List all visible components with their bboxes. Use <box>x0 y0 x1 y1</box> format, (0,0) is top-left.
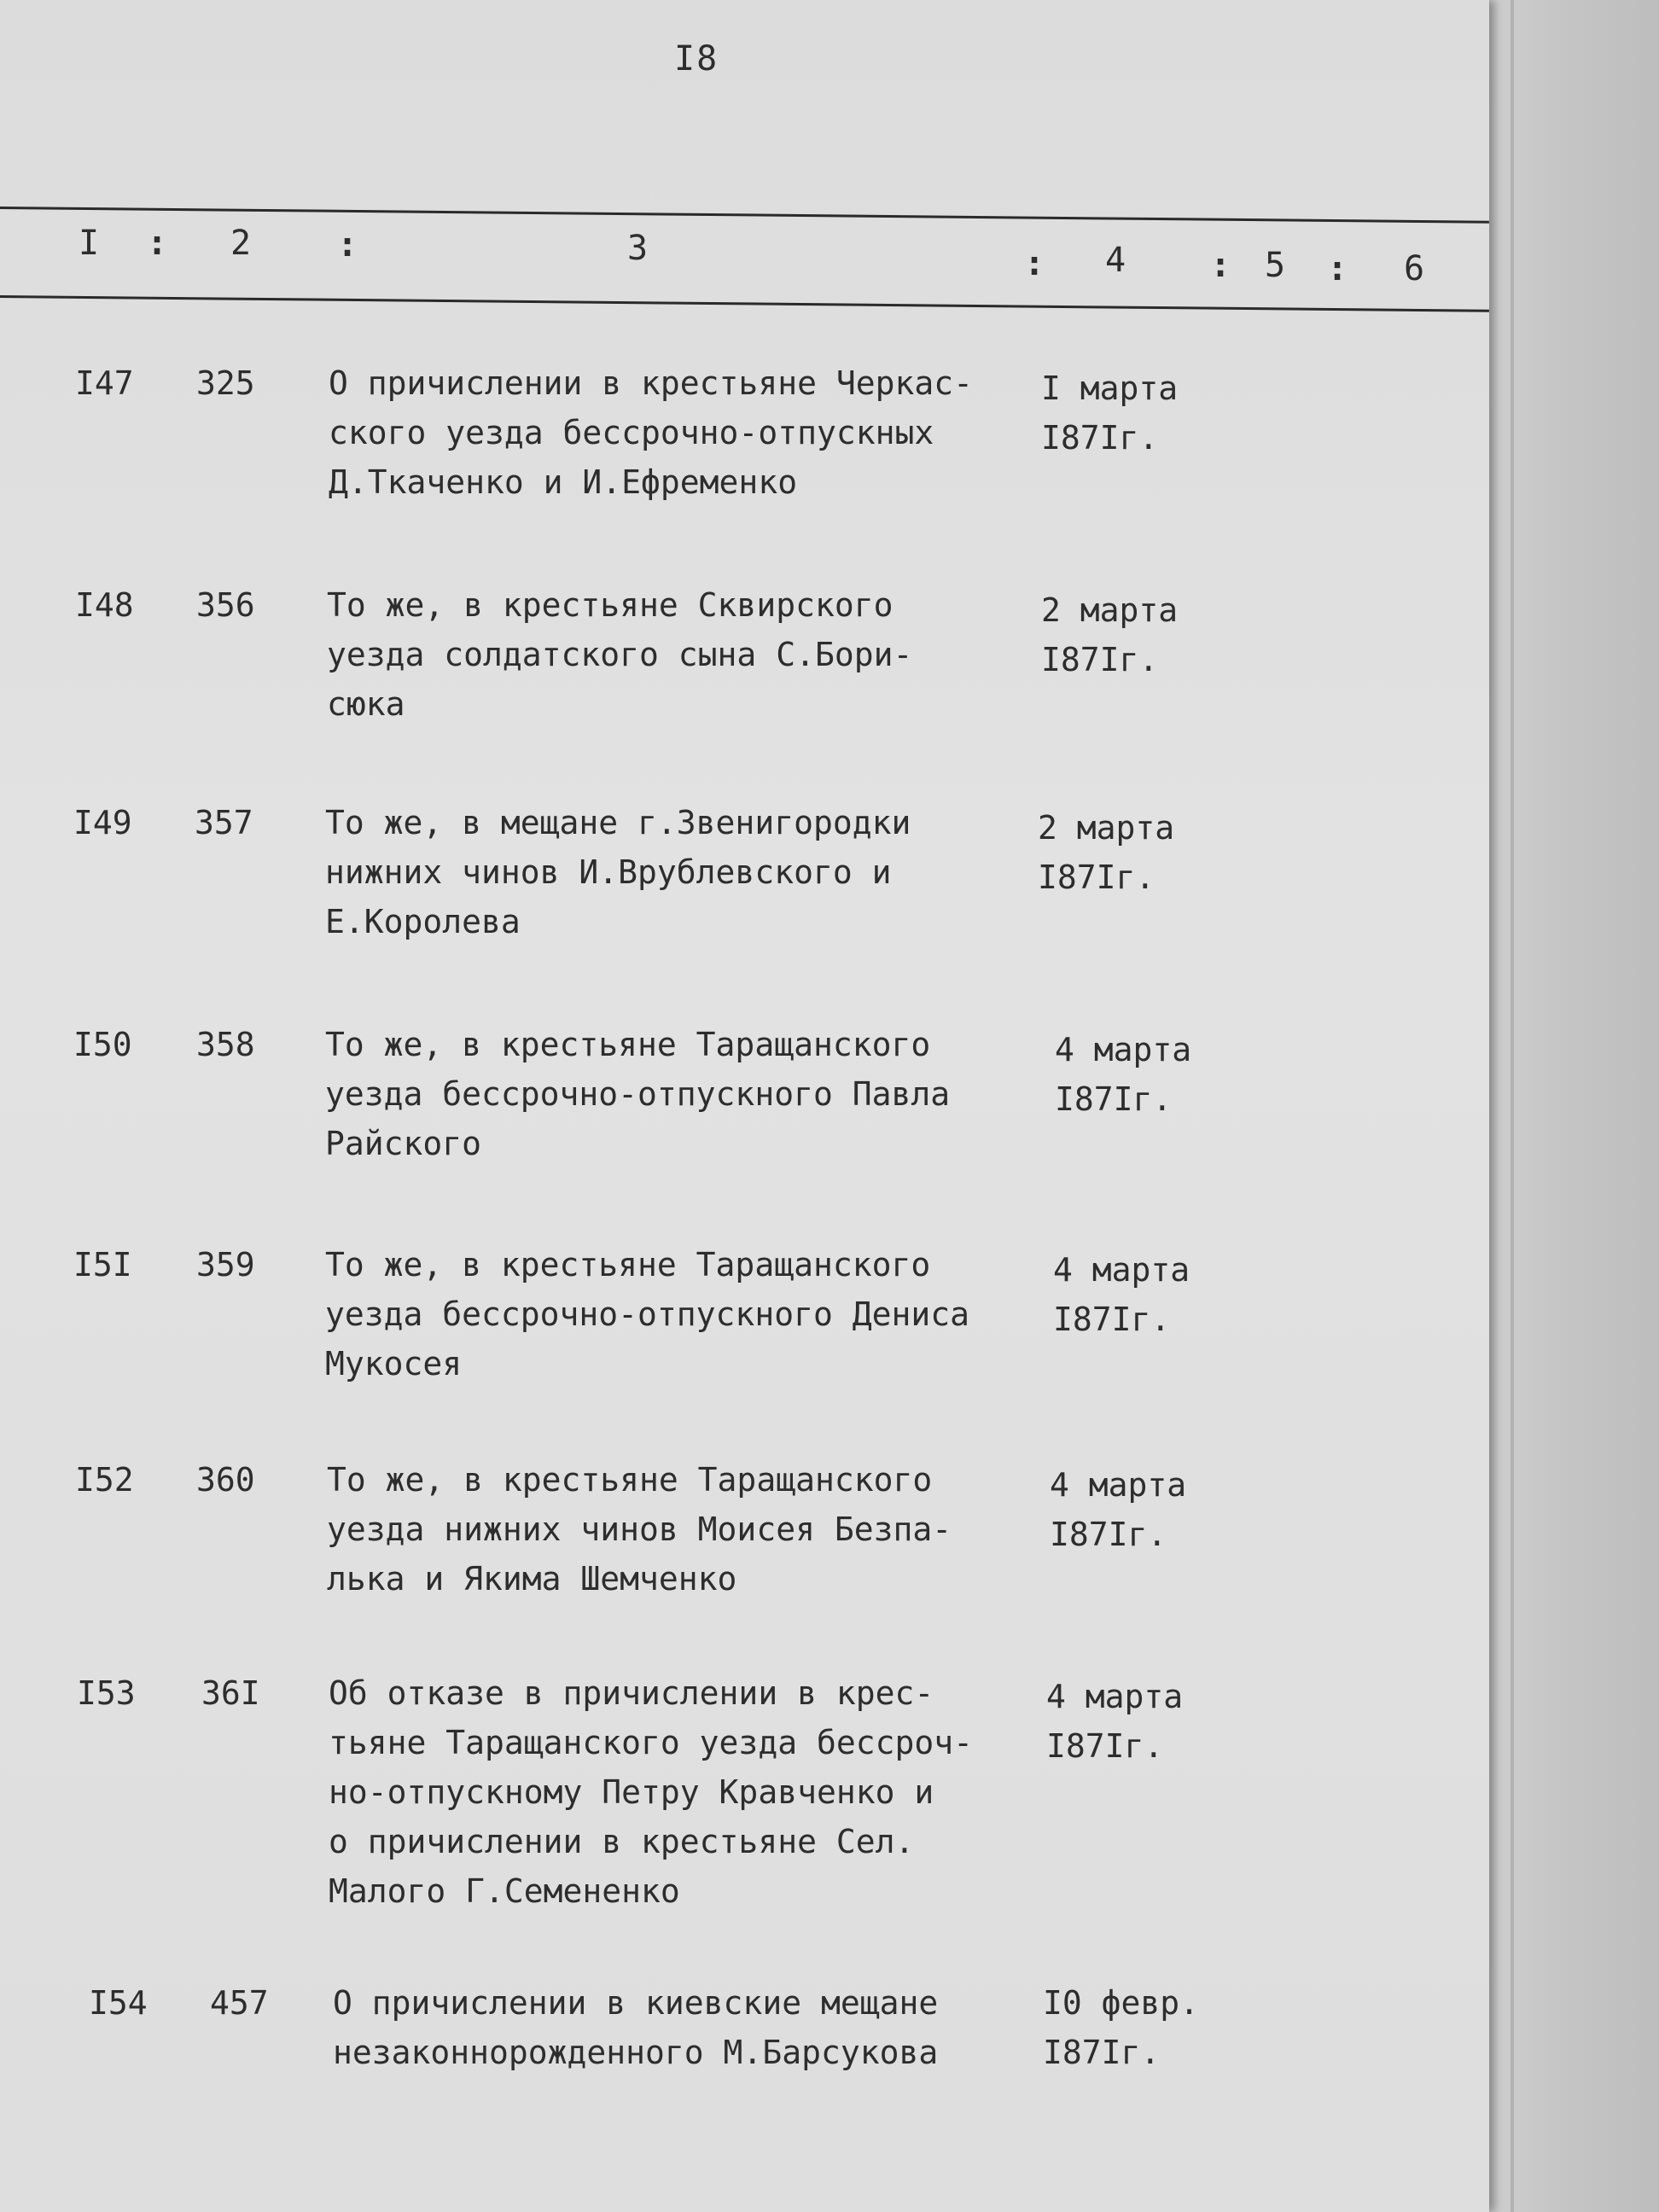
description-line: То же, в крестьяне Таращанского <box>325 1246 931 1284</box>
entry-date <box>1038 803 1174 902</box>
document-number: 360 <box>196 1461 255 1499</box>
date-line: 4 марта <box>1053 1251 1190 1289</box>
date-line: 4 марта <box>1055 1031 1192 1068</box>
description-line: То же, в крестьяне Таращанского <box>327 1461 933 1499</box>
column-separator: : <box>1210 246 1231 285</box>
description-line: Малого Г.Семененко <box>329 1872 680 1910</box>
column-separator: : <box>1327 249 1348 288</box>
entry-date <box>1050 1460 1186 1559</box>
table-header-bottom-rule <box>0 295 1489 312</box>
description-line: но-отпускному Петру Кравченко и <box>329 1773 934 1811</box>
description-line: нижних чинов И.Врублевского и <box>325 853 892 891</box>
document-number: 36I <box>201 1674 260 1712</box>
column-separator: : <box>147 224 168 263</box>
document-number: 357 <box>195 804 253 841</box>
description-line: сюка <box>327 685 405 723</box>
document-number: 356 <box>196 586 255 624</box>
entry-description <box>333 1978 1041 2077</box>
column-header-1: I <box>79 224 100 263</box>
description-line: тьяне Таращанского уезда бессроч- <box>329 1724 973 1761</box>
date-line: 2 марта <box>1041 591 1179 629</box>
description-line: Д.Ткаченко и И.Ефременко <box>329 463 798 501</box>
description-line: Е.Королева <box>325 903 521 940</box>
entry-description <box>327 580 1035 729</box>
entry-number: I52 <box>75 1461 134 1499</box>
entry-number: I54 <box>89 1984 148 2022</box>
description-line: ского уезда бессрочно-отпускных <box>329 414 934 451</box>
table-header-top-rule <box>0 207 1489 224</box>
description-line: Райского <box>325 1125 482 1162</box>
column-header-6: 6 <box>1404 249 1425 288</box>
column-separator: : <box>337 225 358 265</box>
date-line: 4 марта <box>1050 1466 1187 1504</box>
description-line: о причислении в крестьяне Сел. <box>329 1823 915 1860</box>
document-number: 359 <box>196 1246 255 1284</box>
description-line: незаконнорожденного М.Барсукова <box>333 2034 939 2071</box>
date-line: I марта <box>1041 370 1179 407</box>
date-line: I87Iг. <box>1053 1301 1171 1338</box>
entry-number: I5I <box>73 1246 132 1284</box>
description-line: уезда солдатского сына С.Бори- <box>327 636 913 673</box>
date-line: I87Iг. <box>1055 1080 1173 1118</box>
entry-description <box>329 1668 1037 1916</box>
entry-description <box>327 1455 1035 1604</box>
date-line: I87Iг. <box>1041 419 1159 457</box>
date-line: I87Iг. <box>1046 1727 1164 1765</box>
date-line: I87Iг. <box>1041 641 1159 678</box>
underlying-sheet-edge <box>1511 0 1514 2212</box>
date-line: I0 февр. <box>1043 1984 1200 2022</box>
date-line: I87Iг. <box>1038 859 1155 896</box>
description-line: То же, в мещане г.Звенигородки <box>325 804 911 841</box>
description-line: Мукосея <box>325 1345 463 1382</box>
entry-number: I50 <box>73 1026 132 1063</box>
entry-number: I49 <box>73 804 132 841</box>
description-line: То же, в крестьяне Сквирского <box>327 586 894 624</box>
entry-number: I53 <box>77 1674 136 1712</box>
date-line: 4 марта <box>1046 1678 1184 1715</box>
document-number: 325 <box>196 364 255 402</box>
document-number: 358 <box>196 1026 255 1063</box>
column-header-5: 5 <box>1265 246 1286 285</box>
entry-date <box>1043 1978 1199 2077</box>
entry-description <box>329 358 1037 507</box>
description-line: уезда нижних чинов Моисея Безпа- <box>327 1511 952 1548</box>
column-separator: : <box>1024 244 1045 283</box>
description-line: лька и Якима Шемченко <box>327 1560 737 1598</box>
description-line: О причислении в киевские мещане <box>333 1984 939 2022</box>
column-header-2: 2 <box>230 224 252 263</box>
date-line: I87Iг. <box>1043 2034 1161 2071</box>
entry-number: I47 <box>75 364 134 402</box>
page-number: I8 <box>674 39 719 79</box>
date-line: 2 марта <box>1038 809 1175 847</box>
date-line: I87Iг. <box>1050 1516 1167 1553</box>
entry-description <box>325 1240 1033 1388</box>
document-number: 457 <box>210 1984 269 2022</box>
column-header-4: 4 <box>1105 241 1126 280</box>
description-line: То же, в крестьяне Таращанского <box>325 1026 931 1063</box>
description-line: уезда бессрочно-отпускного Дениса <box>325 1295 969 1333</box>
entry-date <box>1046 1672 1183 1771</box>
column-header-3: 3 <box>627 229 649 268</box>
description-line: уезда бессрочно-отпускного Павла <box>325 1075 951 1113</box>
entry-description <box>325 1020 1033 1168</box>
entry-date <box>1053 1245 1190 1344</box>
entry-date <box>1041 364 1178 463</box>
entry-date <box>1041 585 1178 684</box>
entry-date <box>1055 1025 1191 1124</box>
entry-number: I48 <box>75 586 134 624</box>
entry-description <box>325 798 1033 946</box>
description-line: О причислении в крестьяне Черкас- <box>329 364 973 402</box>
description-line: Об отказе в причислении в крес- <box>329 1674 934 1712</box>
